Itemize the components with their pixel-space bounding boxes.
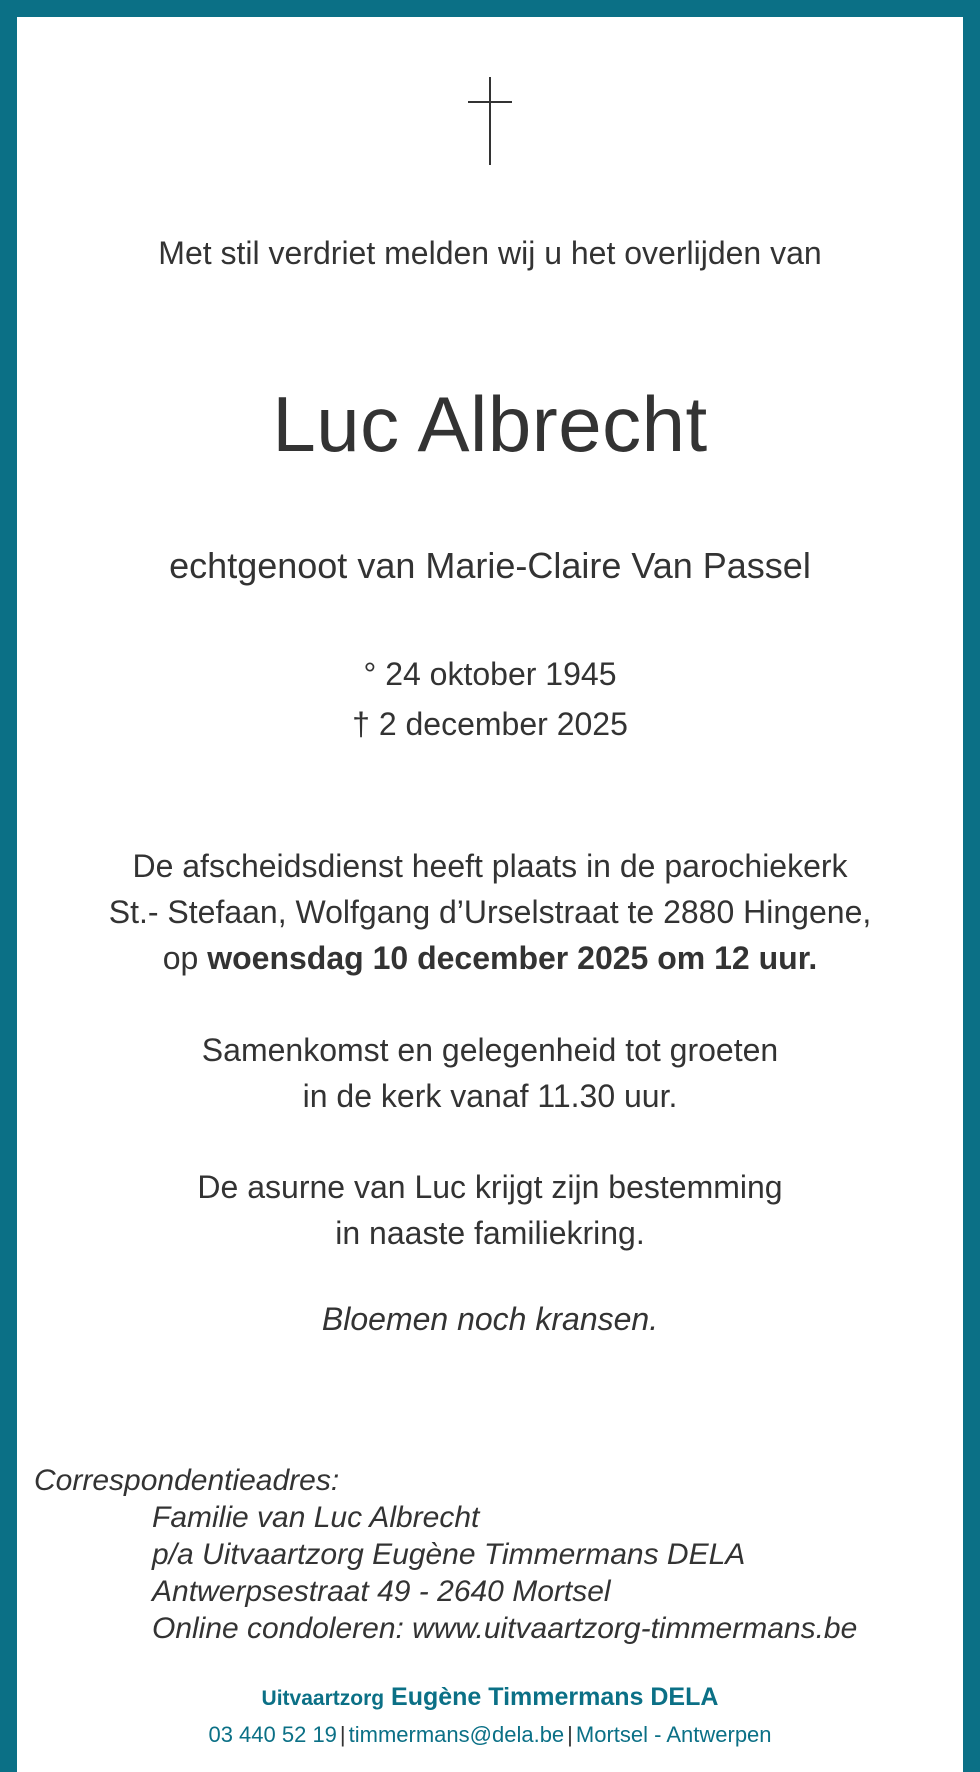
service-datetime: woensdag 10 december 2025 om 12 uur. [207, 940, 818, 976]
email-address: timmermans@dela.be [348, 1722, 565, 1747]
correspondence-line-2: p/a Uitvaartzorg Eugène Timmermans DELA [152, 1538, 746, 1571]
gathering-line-2: in de kerk vanaf 11.30 uur. [302, 1078, 678, 1114]
funeral-home-brand [17, 1683, 963, 1712]
deceased-name: Luc Albrecht [272, 380, 708, 468]
brand-name: Eugène Timmermans DELA [391, 1683, 719, 1711]
spouse-line: echtgenoot van Marie-Claire Van Passel [169, 545, 811, 586]
correspondence-line-1: Familie van Luc Albrecht [152, 1501, 480, 1534]
gathering-line-1: Samenkomst en gelegenheid tot groeten [201, 1032, 779, 1068]
bottom-border-gap [160, 1755, 820, 1772]
ashes-line-2: in naaste familiekring. [335, 1215, 645, 1251]
intro-text: Met stil verdriet melden wij u het overlijden van [158, 235, 822, 271]
location: Mortsel - Antwerpen [575, 1722, 772, 1747]
death-date: † 2 december 2025 [352, 706, 628, 742]
correspondence-line-3: Antwerpsestraat 49 - 2640 Mortsel [152, 1575, 611, 1608]
correspondence-line-4: Online condoleren: www.uitvaartzorg-timmermans.be [152, 1612, 858, 1645]
funeral-home-contact [17, 1722, 963, 1748]
cross-icon [468, 77, 512, 165]
phone-number: 03 440 52 19 [208, 1722, 337, 1747]
ashes-info [17, 1164, 963, 1256]
correspondence-address [152, 1499, 857, 1647]
separator: | [339, 1722, 346, 1747]
service-line-3-prefix: op [162, 940, 208, 976]
correspondence-label: Correspondentieadres: [34, 1464, 340, 1497]
ashes-line-1: De asurne van Luc krijgt zijn bestemming [197, 1169, 783, 1205]
service-line-3 [17, 935, 963, 981]
brand-prefix: Uitvaartzorg [261, 1687, 385, 1710]
birth-date: ° 24 oktober 1945 [363, 656, 617, 692]
obituary-card [17, 17, 963, 1772]
gathering-info [17, 1027, 963, 1119]
separator: | [567, 1722, 573, 1747]
dates [17, 649, 963, 749]
service-line-2: St.- Stefaan, Wolfgang d’Urselstraat te 2880 Hingene, [108, 894, 872, 930]
service-line-1: De afscheidsdienst heeft plaats in de parochiekerk [132, 848, 848, 884]
flowers-note: Bloemen noch kransen. [321, 1301, 659, 1337]
service-info [17, 843, 963, 981]
